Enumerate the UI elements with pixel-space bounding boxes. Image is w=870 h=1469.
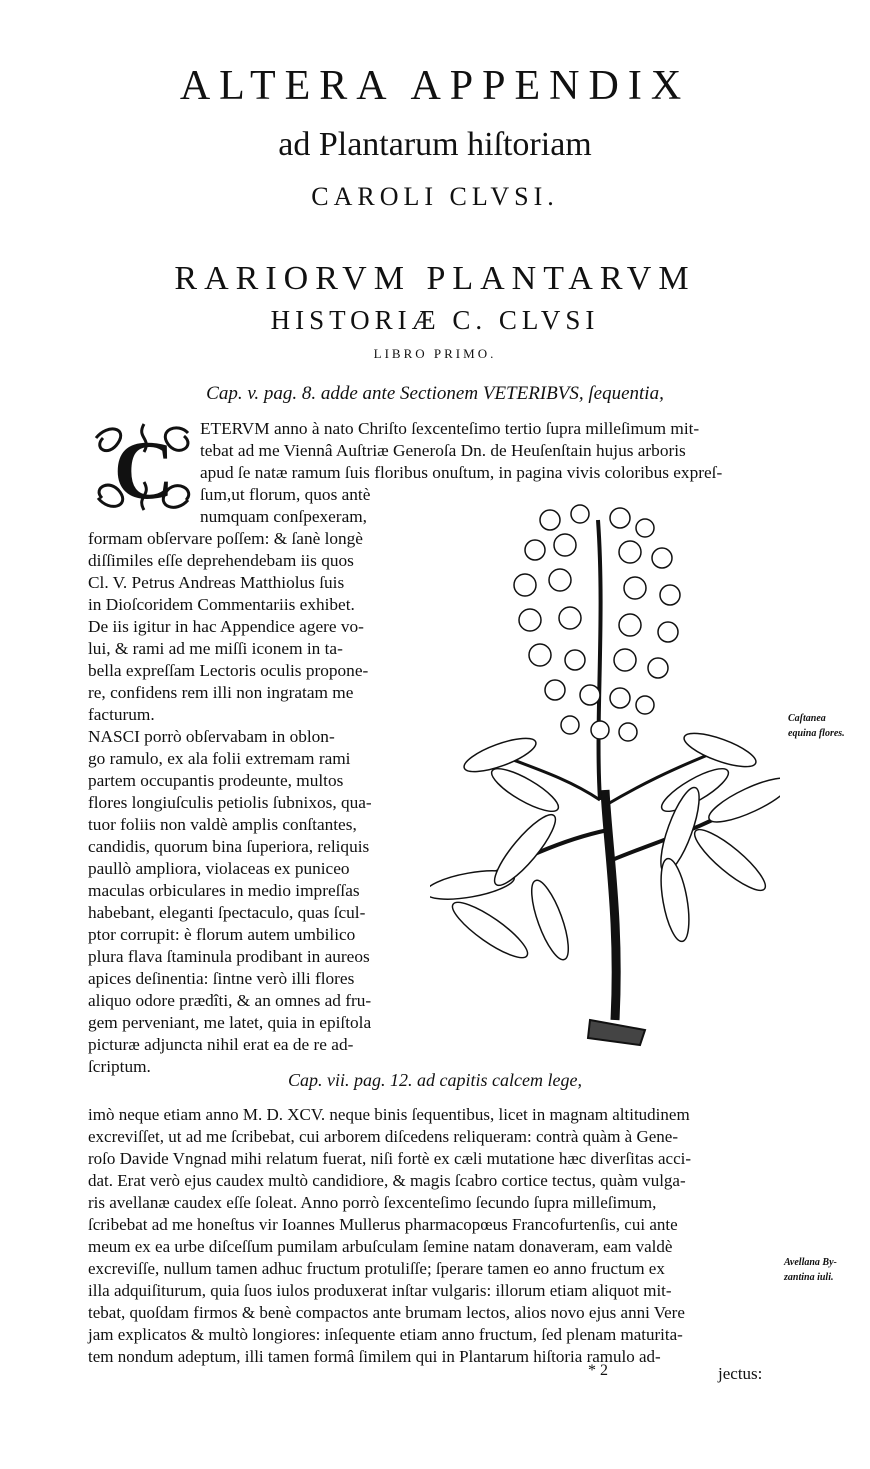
text-line: Cl. V. Petrus Andreas Matthiolus ſuis xyxy=(88,573,345,592)
text-line: NASCI porrò obſervabam in oblon- xyxy=(88,727,335,746)
margin-note-1-line: equina flores. xyxy=(788,728,845,739)
text-line: ſcriptum. xyxy=(88,1057,151,1076)
text-line: in Dioſcoridem Commentariis exhibet. xyxy=(88,595,355,614)
text-line: apices deſinentia: ſintne verò illi flores xyxy=(88,969,355,988)
text-line: tebat ad me Viennâ Auſtriæ Generoſa Dn. de Heuſenſtain hujus arboris xyxy=(200,441,686,460)
appendix-title: ALTERA APPENDIX xyxy=(179,63,691,109)
text-line: bella expreſſam Lectoris oculis propone- xyxy=(88,661,369,680)
text-line: tuor foliis non valdè amplis conſtantes, xyxy=(88,815,357,834)
text-line: ſcribebat ad me honeſtus vir Ioannes Mullerus pharmacopœus Francofurtenſis, cui ante xyxy=(88,1215,678,1234)
text-line: paullò ampliora, violaceas ex puniceo xyxy=(88,859,350,878)
text-line: tem nondum adeptum, illi tamen formâ ſimilem qui in Plantarum hiſtoria ramulo ad- xyxy=(88,1347,661,1366)
text-line: excreviſſet, ut ad me ſcribebat, cui arborem diſcedens reliqueram: contrà quàm à Gene- xyxy=(88,1127,679,1146)
text-line: ETERVM anno à nato Chriſto ſexcenteſimo tertio ſupra milleſimum mit- xyxy=(200,419,700,438)
text-line: gem perveniant, me latet, quia in epiſtola xyxy=(88,1013,372,1032)
text-line: roſo Davide Vngnad mihi relatum fuerat, niſi fortè ex cæli mutatione hæc diverſitas acci- xyxy=(88,1149,692,1168)
margin-note-1-line: Caſtanea xyxy=(788,713,826,724)
text-line: re, confidens rem illi non ingratam me xyxy=(88,683,354,702)
text-line: ris avellanæ caudex eſſe ſoleat. Anno porrò ſexcenteſimo ſecundo ſupra milleſimum, xyxy=(88,1193,657,1212)
signature-mark: * 2 xyxy=(588,1362,608,1379)
text-line: habebant, eleganti ſpectaculo, quas ſcul- xyxy=(88,903,366,922)
text-line: numquam conſpexeram, xyxy=(200,507,367,526)
text-line: ptor corrupit: è florum autem umbilico xyxy=(88,925,356,944)
text-line: jam explicatos & multò longiores: inſequente etiam anno fructum, ſed plenam maturita- xyxy=(88,1325,683,1344)
text-line: imò neque etiam anno M. D. XCV. neque binis ſequentibus, licet in magnam altitudinem xyxy=(88,1105,690,1124)
work-title: RARIORVM PLANTARVM xyxy=(174,260,696,297)
text-line: meum ex ea urbe diſceſſum pumilam arbuſculam ſemine natam donaveram, eam valdè xyxy=(88,1237,673,1256)
text-line: tebat, quoſdam firmos & benè compactos ante brumam lectos, alios novo ejus anni Vere xyxy=(88,1303,685,1322)
text-line: partem occupantis prodeunte, multos xyxy=(88,771,344,790)
chapter-caption-1: Cap. v. pag. 8. adde ante Sectionem VETERIBVS, ſequentia, xyxy=(206,383,664,404)
text-line: candidis, quorum bina ſuperiora, reliquis xyxy=(88,837,370,856)
text-line: apud ſe natæ ramum ſuis floribus onuſtum, in pagina vivis coloribus expreſ- xyxy=(200,463,723,482)
initial-letter: C xyxy=(113,424,175,516)
horse-chestnut-woodcut xyxy=(430,500,780,1055)
appendix-subtitle: ad Plantarum hiſtoriam xyxy=(278,126,592,163)
text-line: picturæ adjuncta nihil erat ea de re ad- xyxy=(88,1035,354,1054)
work-subtitle: HISTORIÆ C. CLVSI xyxy=(270,305,600,335)
text-line: aliquo odore prædîti, & an omnes ad fru- xyxy=(88,991,372,1010)
text-line: formam obſervare poſſem: & ſanè longè xyxy=(88,529,363,548)
catchword: jectus: xyxy=(718,1364,763,1383)
text-line: go ramulo, ex ala folii extremam rami xyxy=(88,749,351,768)
decorated-initial xyxy=(88,418,200,516)
margin-note-2-line: Avellana By- xyxy=(784,1257,837,1268)
text-line: illa adquiſiturum, quia ſuos iulos produxerat inſtar vulgaris: illorum etiam aliquot mit- xyxy=(88,1281,672,1300)
text-line: lui, & rami ad me miſſi iconem in ta- xyxy=(88,639,343,658)
text-line: De iis igitur in hac Appendice agere vo- xyxy=(88,617,364,636)
text-line: dat. Erat verò ejus caudex multò candidiore, & magis ſcabro cortice tectus, quàm vulga- xyxy=(88,1171,686,1190)
text-line: plura flava ſtaminula prodibant in aureos xyxy=(88,947,370,966)
text-line: excreviſſe, nullum tamen adhuc fructum protuliſſe; ſperare tamen eo anno fructum ex xyxy=(88,1259,665,1278)
text-line: diſſimiles eſſe deprehendebam iis quos xyxy=(88,551,354,570)
text-line: ſum,ut florum, quos antè xyxy=(200,485,371,504)
author-line: CAROLI CLVSI. xyxy=(311,182,559,211)
margin-note-2-line: zantina iuli. xyxy=(784,1272,834,1283)
text-line: maculas orbiculares in medio impreſſas xyxy=(88,881,360,900)
text-line: facturum. xyxy=(88,705,155,724)
book-label: LIBRO PRIMO. xyxy=(373,346,497,361)
chapter-caption-2: Cap. vii. pag. 12. ad capitis calcem lege, xyxy=(288,1070,582,1090)
text-line: flores longiuſculis petiolis ſubnixos, qua- xyxy=(88,793,372,812)
